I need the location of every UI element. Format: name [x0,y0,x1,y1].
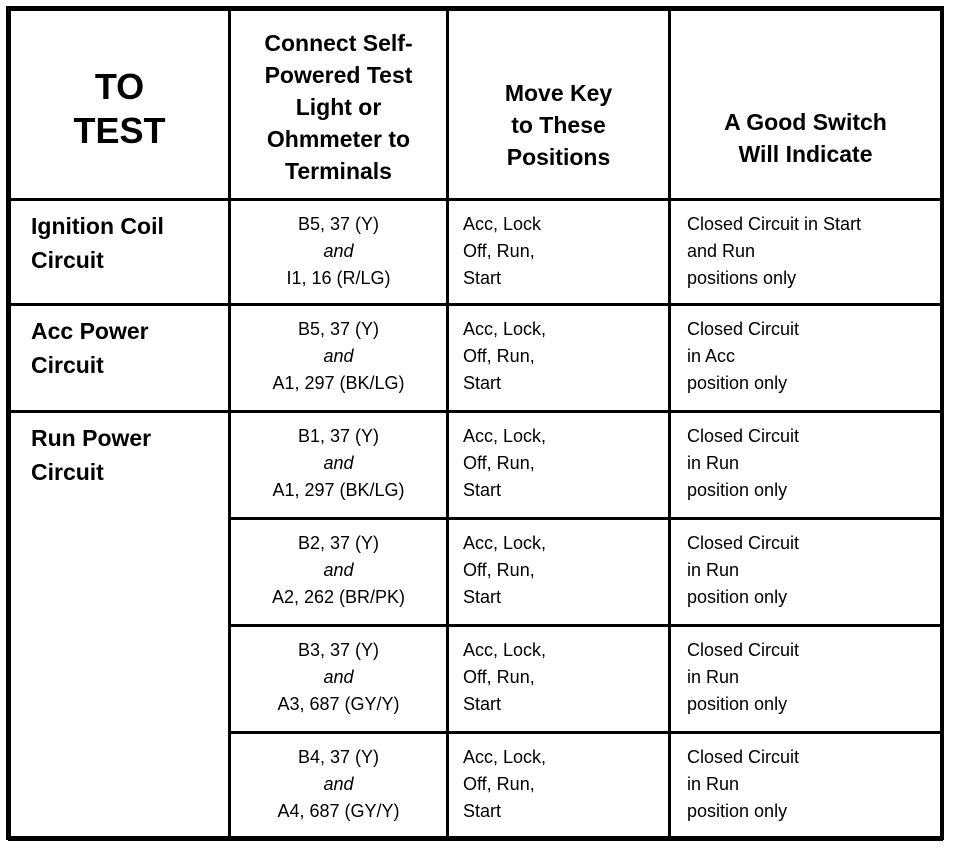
indication-line: Closed Circuit [687,533,800,553]
key-line: Off, Run, [463,667,535,687]
indication-cell [670,626,942,733]
indication-cell [670,412,942,519]
terminals-cell [230,733,448,840]
key-line: Acc, Lock, [463,640,547,660]
indication-line: position only [687,587,788,607]
indication-line: Closed Circuit in Start [687,214,862,234]
indication-line: and Run [687,241,756,261]
header-text-line: TO [94,65,145,107]
table-row [10,200,942,305]
header-text-line: Will Indicate [738,140,873,167]
key-line: Start [463,480,502,500]
header-row [10,10,942,200]
category-line: Run Power [31,425,152,451]
key-positions-cell [448,626,670,733]
terminal-b: A1, 297 (BK/LG) [272,373,405,393]
category-line: Acc Power [31,318,149,344]
indication-cell [670,305,942,412]
key-line: Acc, Lock, [463,747,547,767]
indication-line: Closed Circuit [687,640,800,660]
indication-line: Closed Circuit [687,426,800,446]
category-cell [10,412,230,840]
key-line: Off, Run, [463,453,535,473]
category-line: Circuit [31,352,104,378]
and-label: and [323,560,354,580]
key-line: Acc, Lock, [463,426,547,446]
header-text-line: Ohmmeter to [266,125,411,152]
terminal-a: B1, 37 (Y) [297,426,380,446]
category-line: Circuit [31,247,104,273]
key-line: Start [463,801,502,821]
key-positions-cell [448,733,670,840]
header-text-line: Light or [295,93,382,120]
terminals-cell [230,519,448,626]
indication-line: position only [687,694,788,714]
terminal-b: A3, 687 (GY/Y) [277,694,400,714]
key-positions-cell [448,412,670,519]
key-line: Off, Run, [463,560,535,580]
key-line: Start [463,268,502,288]
terminal-a: B5, 37 (Y) [297,214,380,234]
header-text-line: Powered Test [264,61,413,88]
key-line: Start [463,587,502,607]
indication-line: position only [687,373,788,393]
and-label: and [323,453,354,473]
terminals-cell [230,200,448,305]
indication-line: in Run [687,667,740,687]
indication-cell [670,519,942,626]
header-terminals [230,10,448,200]
key-positions-cell [448,519,670,626]
header-text-line: Connect Self- [264,29,413,56]
indication-line: position only [687,801,788,821]
header-text-line: Terminals [285,157,392,184]
header-text-line: TEST [73,109,166,151]
category-line: Circuit [31,459,104,485]
switch-test-table [8,8,943,841]
key-line: Off, Run, [463,774,535,794]
indication-cell [670,200,942,305]
terminal-b: A2, 262 (BR/PK) [271,587,406,607]
indication-cell [670,733,942,840]
category-line: Ignition Coil [31,213,164,239]
terminals-cell [230,412,448,519]
key-line: Start [463,373,502,393]
indication-line: in Run [687,453,740,473]
indication-line: in Run [687,774,740,794]
key-line: Acc, Lock [463,214,542,234]
header-text-line: Move Key [504,79,613,106]
indication-line: in Acc [687,346,736,366]
header-text-line: A Good Switch [724,108,887,135]
terminal-a: B4, 37 (Y) [297,747,380,767]
and-label: and [323,241,354,261]
key-line: Off, Run, [463,241,535,261]
terminal-b: I1, 16 (R/LG) [286,268,391,288]
key-line: Off, Run, [463,346,535,366]
key-positions-cell [448,305,670,412]
key-line: Acc, Lock, [463,319,547,339]
header-to-test [10,10,230,200]
table-row [10,412,942,519]
indication-line: position only [687,480,788,500]
indication-line: Closed Circuit [687,747,800,767]
indication-line: in Run [687,560,740,580]
key-positions-cell [448,200,670,305]
category-cell [10,200,230,305]
terminal-b: A4, 687 (GY/Y) [277,801,400,821]
header-positions [448,10,670,200]
terminals-cell [230,305,448,412]
and-label: and [323,774,354,794]
terminals-cell [230,626,448,733]
indication-line: Closed Circuit [687,319,800,339]
category-cell [10,305,230,412]
terminal-a: B2, 37 (Y) [297,533,380,553]
and-label: and [323,346,354,366]
header-text-line: to These [511,111,606,138]
key-line: Start [463,694,502,714]
terminal-b: A1, 297 (BK/LG) [272,480,405,500]
header-indicate [670,10,942,200]
terminal-a: B3, 37 (Y) [297,640,380,660]
table-row [10,305,942,412]
and-label: and [323,667,354,687]
terminal-a: B5, 37 (Y) [297,319,380,339]
key-line: Acc, Lock, [463,533,547,553]
header-text-line: Positions [506,143,611,170]
indication-line: positions only [687,268,797,288]
